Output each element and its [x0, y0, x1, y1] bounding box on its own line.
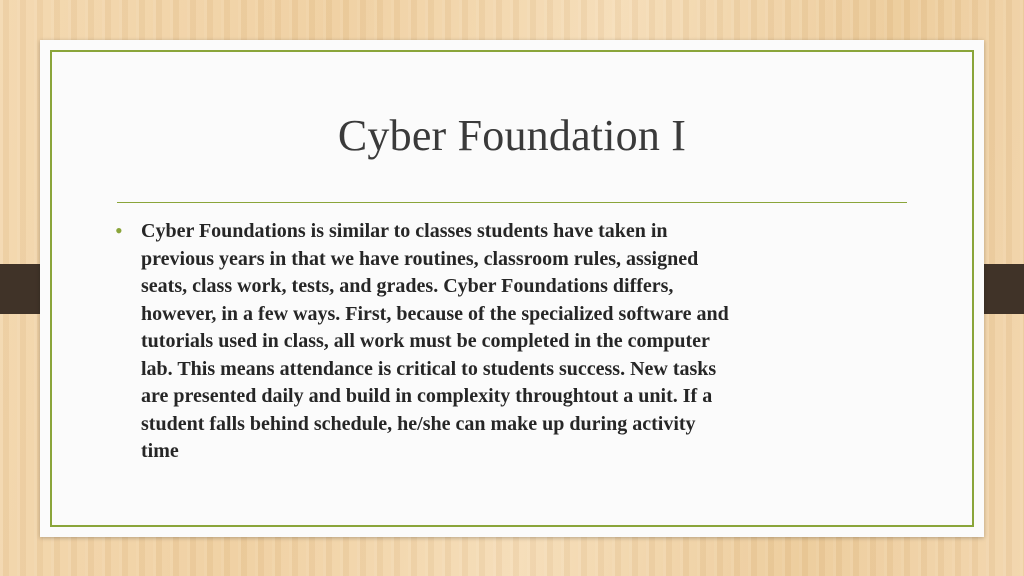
slide-card: [40, 40, 984, 537]
bullet-text: Cyber Foundations is similar to classes students have taken in previous years in that we have routines, classroom rules, assigned seats, class work, tests, and grades. Cyber Foundations differs, however, in a few ways. First, because of the specialized software and tutorials used in class, all work must be completed in the computer lab. This means attendance is critical to students success. New tasks are presented daily and build in complexity throughtout a unit. If a student falls behind schedule, he/she can make up during activity time: [141, 220, 729, 462]
title-divider: [117, 202, 907, 203]
bullet-list-item: [115, 218, 905, 466]
slide-title: Cyber Foundation I: [337, 111, 687, 160]
bullet-icon: •: [115, 218, 123, 243]
